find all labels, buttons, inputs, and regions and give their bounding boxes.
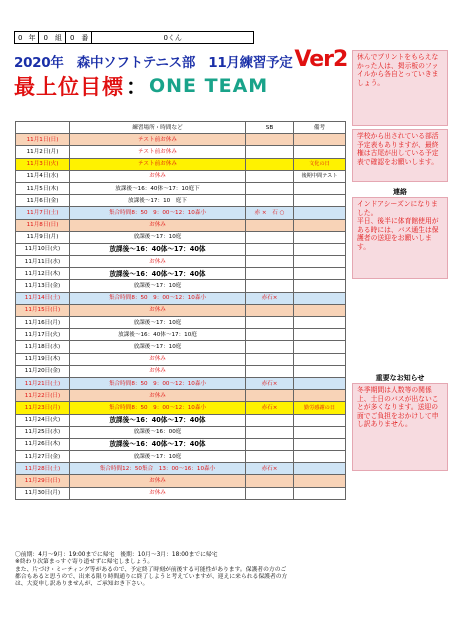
- notice-print-box: 休んでプリントをもらえなかった人は、掲示板のファイルから各自とっていきましょう。: [352, 50, 448, 126]
- content-cell: 放課後～16：40体～17：10庭下: [70, 182, 246, 194]
- content-cell: テスト前お休み: [70, 146, 246, 158]
- notice-important-box: 冬季期間は人数等の関係上、土日のバスが出ないことが多くなります。送迎の面でご負担をおかけして申し訳ありません。: [352, 383, 448, 471]
- content-cell: お休み: [70, 365, 246, 377]
- page-title: [14, 45, 348, 72]
- table-row: [16, 158, 346, 170]
- date-cell: 11月26日(木): [16, 438, 70, 450]
- sb-cell: [246, 414, 294, 426]
- content-cell: お休み: [70, 170, 246, 182]
- note-cell: [294, 195, 346, 207]
- date-cell: 11月3日(火): [16, 158, 70, 170]
- note-cell: 後期中間テスト: [294, 170, 346, 182]
- table-row: [16, 463, 346, 475]
- sb-cell: [246, 219, 294, 231]
- table-row: [16, 268, 346, 280]
- sb-cell: 赤石×: [246, 463, 294, 475]
- date-cell: 11月18日(水): [16, 341, 70, 353]
- date-cell: 11月1日(日): [16, 134, 70, 146]
- class-label: 組: [54, 33, 62, 42]
- student-name: 0くん: [91, 32, 253, 43]
- table-row: [16, 292, 346, 304]
- note-cell: [294, 134, 346, 146]
- date-cell: 11月11日(水): [16, 256, 70, 268]
- sb-cell: [246, 231, 294, 243]
- table-row: [16, 475, 346, 487]
- date-cell: 11月23日(月): [16, 402, 70, 414]
- content-cell: 放課後～17：10庭: [70, 317, 246, 329]
- date-cell: 11月13日(金): [16, 280, 70, 292]
- note-cell: [294, 280, 346, 292]
- number-label: 番: [81, 33, 89, 42]
- schedule-table: [15, 121, 346, 500]
- content-cell: お休み: [70, 475, 246, 487]
- sb-cell: [246, 158, 294, 170]
- content-cell: 放課後～17：10庭: [70, 231, 246, 243]
- date-cell: 11月24日(火): [16, 414, 70, 426]
- sb-cell: [246, 317, 294, 329]
- content-cell: 放課後～17：10庭: [70, 280, 246, 292]
- header-content: 練習場所・時間など: [70, 122, 246, 134]
- date-cell: 11月17日(火): [16, 329, 70, 341]
- grade-value: 0: [18, 33, 23, 42]
- table-row: [16, 390, 346, 402]
- schedule-body: [16, 134, 346, 500]
- content-cell: 集合時間8：50 9：00～12：10森小: [70, 402, 246, 414]
- date-cell: 11月9日(月): [16, 231, 70, 243]
- sb-cell: [246, 365, 294, 377]
- footer-line: 〇前期：4月～9月：19:00までに帰宅 後期：10月～3月：18:00までに帰宅: [15, 552, 218, 558]
- note-cell: [294, 146, 346, 158]
- note-cell: [294, 451, 346, 463]
- date-cell: 11月6日(金): [16, 195, 70, 207]
- note-cell: 勤労感謝の日: [294, 402, 346, 414]
- table-row: [16, 170, 346, 182]
- table-header-row: [16, 122, 346, 134]
- content-cell: 集合時間12：50集合 13：00～16：10森小: [70, 463, 246, 475]
- date-cell: 11月19日(木): [16, 353, 70, 365]
- content-cell: 集合時間8：50 9：00～12：10森小: [70, 377, 246, 389]
- date-cell: 11月10日(火): [16, 243, 70, 255]
- sb-cell: 赤石×: [246, 292, 294, 304]
- sb-cell: 赤石×: [246, 377, 294, 389]
- notice-schedule-box: 学校から出されている部活予定表もありますが、最終権は古尾が出している予定表で確認をお願いします。: [352, 129, 448, 182]
- goal-left: 最上位目標: [14, 75, 124, 99]
- table-row: [16, 134, 346, 146]
- content-cell: 集合時間8：50 9：00～12：10森小: [70, 207, 246, 219]
- note-cell: [294, 317, 346, 329]
- note-cell: [294, 231, 346, 243]
- sb-cell: [246, 353, 294, 365]
- sb-cell: [246, 182, 294, 194]
- note-cell: [294, 329, 346, 341]
- note-cell: [294, 182, 346, 194]
- note-cell: [294, 341, 346, 353]
- note-cell: [294, 243, 346, 255]
- note-cell: [294, 414, 346, 426]
- goal-banner: [14, 73, 344, 99]
- sb-cell: [246, 304, 294, 316]
- date-cell: 11月15日(日): [16, 304, 70, 316]
- content-cell: 集合時間8：50 9：00～12：10森小: [70, 292, 246, 304]
- date-cell: 11月5日(木): [16, 182, 70, 194]
- sb-cell: [246, 256, 294, 268]
- note-cell: [294, 426, 346, 438]
- note-cell: [294, 475, 346, 487]
- sb-cell: [246, 170, 294, 182]
- content-cell: 放課後～16：40体～17：40体: [70, 438, 246, 450]
- number-value: 0: [65, 32, 78, 43]
- date-cell: 11月4日(水): [16, 170, 70, 182]
- header-note: 備考: [294, 122, 346, 134]
- table-row: [16, 280, 346, 292]
- content-cell: お休み: [70, 304, 246, 316]
- table-row: [16, 219, 346, 231]
- class-value: 0: [38, 32, 51, 43]
- grade-label: 年: [28, 33, 36, 42]
- sb-cell: [246, 329, 294, 341]
- date-cell: 11月8日(日): [16, 219, 70, 231]
- sb-cell: [246, 475, 294, 487]
- date-cell: 11月28日(土): [16, 463, 70, 475]
- table-row: [16, 317, 346, 329]
- note-cell: 文化の日: [294, 158, 346, 170]
- date-cell: 11月29日(日): [16, 475, 70, 487]
- table-row: [16, 146, 346, 158]
- content-cell: 放課後～16：40体～17：10庭: [70, 329, 246, 341]
- table-row: [16, 426, 346, 438]
- contact-heading: 連絡: [393, 188, 407, 196]
- sb-cell: [246, 268, 294, 280]
- note-cell: [294, 292, 346, 304]
- note-cell: [294, 438, 346, 450]
- content-cell: お休み: [70, 353, 246, 365]
- table-row: [16, 487, 346, 499]
- notice-contact-box: インドアシーズンになりました。 平日、後半に体育館使用がある時には、バス通生は保護者の送迎をお願いします。: [352, 197, 448, 279]
- note-cell: [294, 365, 346, 377]
- content-cell: お休み: [70, 256, 246, 268]
- title-version: Ver2: [294, 47, 348, 72]
- note-cell: [294, 377, 346, 389]
- content-cell: 放課後～16：00庭: [70, 426, 246, 438]
- table-row: [16, 353, 346, 365]
- important-heading: 重要なお知らせ: [375, 374, 425, 382]
- sb-cell: [246, 280, 294, 292]
- table-row: [16, 341, 346, 353]
- content-cell: テスト前お休み: [70, 134, 246, 146]
- goal-right: ONE TEAM: [149, 75, 269, 97]
- content-cell: 放課後～17：10庭: [70, 451, 246, 463]
- note-cell: [294, 390, 346, 402]
- date-cell: 11月2日(月): [16, 146, 70, 158]
- table-row: [16, 304, 346, 316]
- sb-cell: [246, 146, 294, 158]
- sb-cell: [246, 341, 294, 353]
- table-row: [16, 243, 346, 255]
- table-row: [16, 438, 346, 450]
- sb-cell: [246, 134, 294, 146]
- table-row: [16, 195, 346, 207]
- table-row: [16, 231, 346, 243]
- student-id-line: [14, 31, 254, 44]
- note-cell: [294, 353, 346, 365]
- date-cell: 11月30日(月): [16, 487, 70, 499]
- note-cell: [294, 487, 346, 499]
- table-row: [16, 451, 346, 463]
- sb-cell: [246, 438, 294, 450]
- table-row: [16, 182, 346, 194]
- date-cell: 11月12日(木): [16, 268, 70, 280]
- date-cell: 11月7日(土): [16, 207, 70, 219]
- date-cell: 11月21日(土): [16, 377, 70, 389]
- sb-cell: [246, 487, 294, 499]
- table-row: [16, 402, 346, 414]
- table-row: [16, 377, 346, 389]
- content-cell: お休み: [70, 219, 246, 231]
- content-cell: 放課後～17：10 庭下: [70, 195, 246, 207]
- sb-cell: [246, 195, 294, 207]
- note-cell: [294, 268, 346, 280]
- note-cell: [294, 207, 346, 219]
- footer-notes: [15, 552, 445, 588]
- content-cell: テスト前お休み: [70, 158, 246, 170]
- sb-cell: [246, 451, 294, 463]
- sb-cell: [246, 243, 294, 255]
- sb-cell: [246, 426, 294, 438]
- date-cell: 11月22日(日): [16, 390, 70, 402]
- content-cell: 放課後～16：40体～17：40体: [70, 414, 246, 426]
- header-sb: SB: [246, 122, 294, 134]
- table-row: [16, 329, 346, 341]
- note-cell: [294, 463, 346, 475]
- date-cell: 11月20日(金): [16, 365, 70, 377]
- table-row: [16, 207, 346, 219]
- date-cell: 11月14日(土): [16, 292, 70, 304]
- date-cell: 11月27日(金): [16, 451, 70, 463]
- content-cell: 放課後～17：10庭: [70, 341, 246, 353]
- content-cell: 放課後～16：40体～17：40体: [70, 243, 246, 255]
- table-row: [16, 414, 346, 426]
- sb-cell: 赤 × 石 ○: [246, 207, 294, 219]
- table-row: [16, 256, 346, 268]
- content-cell: お休み: [70, 487, 246, 499]
- note-cell: [294, 256, 346, 268]
- title-text: 2020年 森中ソフトテニス部 11月練習予定: [14, 55, 293, 71]
- footer-line: また、片づけ・ミーティング等があるので、予定終了時刻が前後する可能性があります。保護者の方のご: [15, 566, 287, 573]
- content-cell: 放課後～16：40体～17：40体: [70, 268, 246, 280]
- date-cell: 11月25日(水): [16, 426, 70, 438]
- table-row: [16, 365, 346, 377]
- footer-line: ※終わり次第まっすぐ寄り道せずに帰宅しましょう。: [15, 559, 154, 566]
- note-cell: [294, 219, 346, 231]
- sb-cell: 赤石×: [246, 402, 294, 414]
- date-cell: 11月16日(月): [16, 317, 70, 329]
- footer-line: 都合もあると思うので、出来る限り時間通りに終了しようと考えていますが、迎えに来られる保護者の方: [15, 573, 288, 580]
- content-cell: お休み: [70, 390, 246, 402]
- footer-line: は、大変申し訳ありませんが、ご承知おき下さい。: [15, 581, 149, 588]
- goal-colon: ：: [126, 75, 147, 99]
- sb-cell: [246, 390, 294, 402]
- note-cell: [294, 304, 346, 316]
- header-date: [16, 122, 70, 134]
